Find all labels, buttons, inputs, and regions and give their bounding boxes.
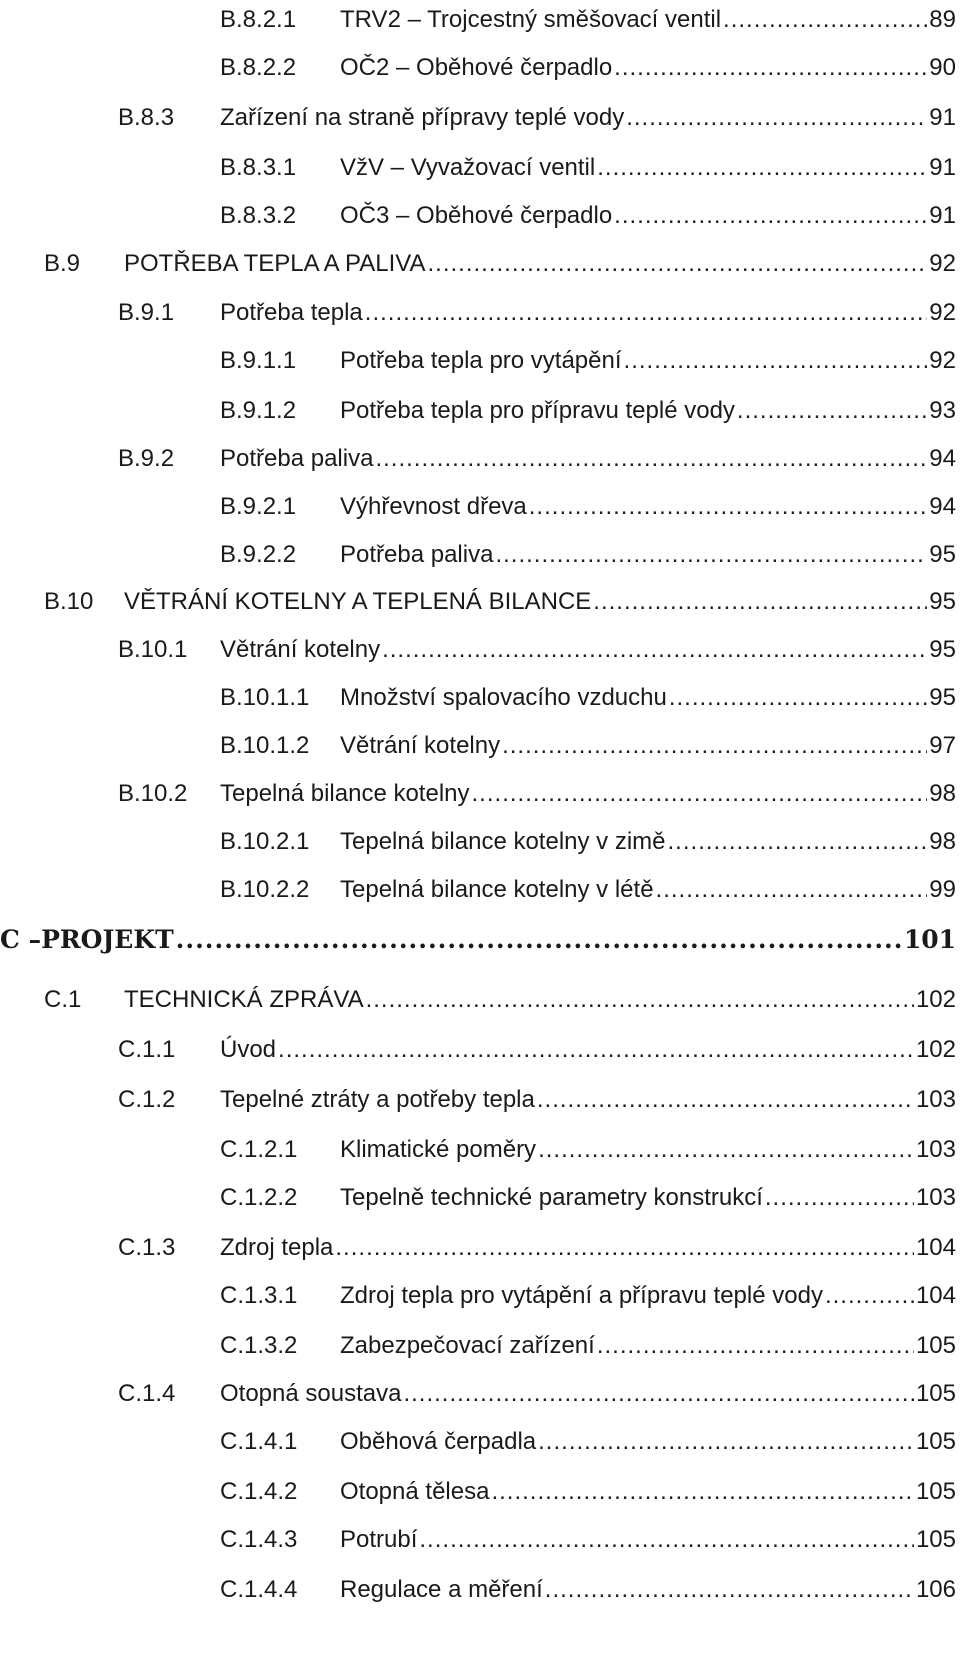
toc-entry-title: OČ3 – Oběhové čerpadlo (340, 202, 613, 229)
toc-entry-line (340, 1422, 956, 1462)
toc-entry-page-number: 99 (929, 876, 956, 903)
toc-entry-line (124, 244, 956, 284)
toc-entry-title: Oběhová čerpadla (340, 1428, 537, 1455)
toc-entry[interactable] (0, 630, 960, 670)
toc-entry-line (340, 48, 956, 88)
toc-entry-number: B.9.2.2 (220, 541, 297, 568)
toc-entry[interactable] (0, 391, 960, 431)
toc-entry[interactable] (0, 487, 960, 527)
toc-entry-number: C.1.4.4 (220, 1576, 298, 1603)
toc-entry[interactable] (0, 196, 960, 236)
toc-entry-title: TECHNICKÁ ZPRÁVA (124, 986, 364, 1013)
toc-entry[interactable] (0, 148, 960, 188)
toc-entry-number: C.1.4.3 (220, 1526, 298, 1553)
toc-entry-line (220, 774, 956, 814)
toc-entry-page-number: 105 (915, 1332, 956, 1359)
dot-leader (495, 535, 927, 575)
toc-entry-line (220, 1374, 956, 1414)
dot-leader (737, 391, 927, 431)
toc-entry-page-number: 97 (929, 732, 956, 759)
toc-entry-title: TRV2 – Trojcestný směšovací ventil (340, 6, 722, 33)
toc-entry-line (340, 1570, 956, 1610)
toc-entry-title: VžV – Vyvažovací ventil (340, 154, 596, 181)
toc-entry[interactable] (0, 582, 960, 622)
toc-entry[interactable] (0, 774, 960, 814)
toc-entry-number: B.9.2 (118, 445, 175, 472)
toc-entry-number: B.10.2.1 (220, 828, 310, 855)
toc-entry-page-number: 105 (915, 1526, 956, 1553)
toc-entry[interactable] (0, 678, 960, 718)
dot-leader (656, 870, 928, 910)
toc-entry-line (340, 1472, 956, 1512)
toc-entry-line (340, 535, 956, 575)
toc-entry-page-number: 102 (915, 1036, 956, 1063)
toc-entry-number: B.10.1.2 (220, 732, 310, 759)
toc-entry[interactable] (0, 1276, 960, 1316)
toc-entry-title: Regulace a měření (340, 1576, 543, 1603)
toc-entry[interactable] (0, 1520, 960, 1560)
toc-entry-page-number: 103 (915, 1086, 956, 1113)
dot-leader (502, 726, 927, 766)
toc-entry-page-number: 102 (915, 986, 956, 1013)
toc-entry[interactable] (0, 341, 960, 381)
dot-leader (537, 1080, 914, 1120)
dot-leader (529, 487, 928, 527)
dot-leader (593, 582, 927, 622)
toc-entry[interactable] (0, 1080, 960, 1120)
toc-entry-line (220, 98, 956, 138)
toc-entry-title: Úvod (220, 1036, 277, 1063)
toc-entry-number: B.10 (44, 588, 94, 615)
toc-entry-title: Potřeba paliva (220, 445, 374, 472)
toc-entry-page-number: 89 (929, 6, 956, 33)
toc-entry-title: Zařízení na straně přípravy teplé vody (220, 104, 625, 131)
toc-entry-page-number: 95 (929, 541, 956, 568)
dot-leader (614, 48, 927, 88)
toc-entry-title: Tepelná bilance kotelny (220, 780, 470, 807)
toc-entry[interactable] (0, 48, 960, 88)
toc-entry-number: B.10.1 (118, 636, 188, 663)
toc-entry[interactable] (0, 726, 960, 766)
toc-entry-number: C.1.2.1 (220, 1136, 298, 1163)
toc-entry-page-number: 104 (915, 1234, 956, 1261)
toc-entry-number: C.1.3.2 (220, 1332, 298, 1359)
toc-entry-number: B.8.3.1 (220, 154, 297, 181)
toc-entry-number: B.9.1.2 (220, 397, 297, 424)
dot-leader (626, 98, 927, 138)
toc-entry[interactable] (0, 1030, 960, 1070)
dot-leader (597, 148, 927, 188)
toc-entry[interactable] (0, 1228, 960, 1268)
dot-leader (472, 774, 928, 814)
toc-entry-line (220, 630, 956, 670)
toc-entry-number: B.8.3.2 (220, 202, 297, 229)
toc-entry-page-number: 101 (903, 925, 956, 954)
toc-entry-line (340, 1276, 956, 1316)
toc-entry-number: B.10.2.2 (220, 876, 310, 903)
toc-entry-title: Potrubí (340, 1526, 418, 1553)
toc-entry[interactable] (0, 244, 960, 284)
toc-entry[interactable] (0, 1326, 960, 1366)
toc-entry[interactable] (0, 822, 960, 862)
toc-entry-page-number: 104 (915, 1282, 956, 1309)
toc-entry-page-number: 95 (929, 684, 956, 711)
toc-entry-number: C.1.4.2 (220, 1478, 298, 1505)
toc-entry-title: Tepelná bilance kotelny v létě (340, 876, 654, 903)
toc-entry-number: C.1.1 (118, 1036, 176, 1063)
toc-entry[interactable] (0, 98, 960, 138)
toc-entry-line (340, 678, 956, 718)
toc-entry-title: Větrání kotelny (220, 636, 381, 663)
toc-entry-line (220, 1228, 956, 1268)
toc-entry-page-number: 90 (929, 54, 956, 81)
toc-entry-title: VĚTRÁNÍ KOTELNY A TEPLENÁ BILANCE (124, 588, 592, 615)
dot-leader (538, 1130, 914, 1170)
toc-entry-title: Otopná soustava (220, 1380, 402, 1407)
toc-entry[interactable] (0, 293, 960, 333)
toc-entry[interactable] (0, 980, 960, 1020)
toc-entry-page-number: 95 (929, 636, 956, 663)
toc-entry-title: Tepelně technické parametry konstrukcí (340, 1184, 763, 1211)
toc-entry[interactable] (0, 1178, 960, 1218)
dot-leader (278, 1030, 914, 1070)
dot-leader (597, 1326, 914, 1366)
toc-entry-title: Zdroj tepla (220, 1234, 334, 1261)
toc-entry-title: Potřeba tepla pro vytápění (340, 347, 622, 374)
toc-entry[interactable] (0, 1472, 960, 1512)
toc-entry-number: B.9.1 (118, 299, 175, 326)
toc-entry-number: C.1.2.2 (220, 1184, 298, 1211)
toc-entry-number: B.8.3 (118, 104, 175, 131)
toc-entry-page-number: 93 (929, 397, 956, 424)
toc-entry-number: B.9.1.1 (220, 347, 297, 374)
toc-entry-line (340, 148, 956, 188)
toc-entry-line (220, 1080, 956, 1120)
dot-leader (382, 630, 927, 670)
toc-entry-title: Množství spalovacího vzduchu (340, 684, 667, 711)
toc-entry-line (340, 341, 956, 381)
toc-entry-line (340, 870, 956, 910)
dot-leader (614, 196, 927, 236)
dot-leader (419, 1520, 914, 1560)
toc-entry-number: B.8.2.2 (220, 54, 297, 81)
toc-entry-title: Tepelné ztráty a potřeby tepla (220, 1086, 535, 1113)
toc-entry-line (340, 1326, 956, 1366)
toc-entry-number: B.9.2.1 (220, 493, 297, 520)
toc-entry[interactable] (0, 1570, 960, 1610)
dot-leader (403, 1374, 914, 1414)
dot-leader (624, 341, 928, 381)
toc-entry-title: Otopná tělesa (340, 1478, 490, 1505)
dot-leader (366, 980, 914, 1020)
dot-leader (428, 244, 928, 284)
toc-entry[interactable] (0, 0, 960, 40)
toc-entry-title: C –PROJEKT (0, 925, 174, 954)
dot-leader (545, 1570, 914, 1610)
toc-entry[interactable] (0, 535, 960, 575)
toc-entry-line (124, 582, 956, 622)
toc-entry-page-number: 98 (929, 828, 956, 855)
toc-entry-line (220, 293, 956, 333)
toc-entry-line (340, 726, 956, 766)
toc-entry-line (340, 1520, 956, 1560)
toc-entry-page-number: 103 (915, 1136, 956, 1163)
toc-entry-number: B.9 (44, 250, 81, 277)
toc-entry-title: Tepelná bilance kotelny v zimě (340, 828, 666, 855)
dot-leader (765, 1178, 914, 1218)
dot-leader (669, 678, 927, 718)
toc-entry-line (340, 196, 956, 236)
toc-entry-number: C.1.2 (118, 1086, 176, 1113)
dot-leader (723, 0, 927, 40)
toc-entry-title: OČ2 – Oběhové čerpadlo (340, 54, 613, 81)
dot-leader (825, 1276, 914, 1316)
toc-entry-title: Zabezpečovací zařízení (340, 1332, 595, 1359)
toc-entry-page-number: 91 (929, 154, 956, 181)
dot-leader (365, 293, 928, 333)
toc-entry-title: Potřeba paliva (340, 541, 494, 568)
toc-entry-number: B.10.2 (118, 780, 188, 807)
toc-entry-page-number: 92 (929, 299, 956, 326)
dot-leader (491, 1472, 914, 1512)
toc-entry-page-number: 94 (929, 493, 956, 520)
toc-entry-line (340, 391, 956, 431)
toc-entry-title: Klimatické poměry (340, 1136, 537, 1163)
toc-entry-page-number: 105 (915, 1380, 956, 1407)
toc-entry-line (340, 1178, 956, 1218)
toc-entry-line (124, 980, 956, 1020)
toc-entry[interactable] (0, 439, 960, 479)
toc-entry-page-number: 91 (929, 104, 956, 131)
toc-entry-page-number: 98 (929, 780, 956, 807)
toc-entry-number: C.1.4.1 (220, 1428, 298, 1455)
toc-entry[interactable] (0, 1422, 960, 1462)
toc-entry-title: Potřeba tepla pro přípravu teplé vody (340, 397, 735, 424)
dot-leader (335, 1228, 914, 1268)
toc-entry-number: C.1.3 (118, 1234, 176, 1261)
toc-entry-line (340, 0, 956, 40)
toc-entry-title: Větrání kotelny (340, 732, 501, 759)
toc-entry-page-number: 105 (915, 1478, 956, 1505)
toc-entry-page-number: 92 (929, 250, 956, 277)
toc-entry-page-number: 94 (929, 445, 956, 472)
toc-entry-title: Zdroj tepla pro vytápění a přípravu teplé vody (340, 1282, 823, 1309)
dot-leader (375, 439, 927, 479)
toc-entry-page-number: 95 (929, 588, 956, 615)
toc-entry-number: C.1 (44, 986, 82, 1013)
toc-entry[interactable] (0, 1130, 960, 1170)
toc-entry-line (220, 1030, 956, 1070)
toc-entry-number: B.8.2.1 (220, 6, 297, 33)
dot-leader (668, 822, 928, 862)
toc-entry-line (220, 439, 956, 479)
toc-entry-page-number: 106 (915, 1576, 956, 1603)
dot-leader (538, 1422, 914, 1462)
toc-entry[interactable] (0, 920, 960, 960)
toc-entry-line (0, 920, 956, 960)
toc-entry-page-number: 103 (915, 1184, 956, 1211)
toc-entry[interactable] (0, 1374, 960, 1414)
toc-entry-page-number: 105 (915, 1428, 956, 1455)
toc-entry-page-number: 92 (929, 347, 956, 374)
toc-entry-title: Potřeba tepla (220, 299, 363, 326)
toc-entry-number: B.10.1.1 (220, 684, 310, 711)
toc-entry-title: Výhřevnost dřeva (340, 493, 527, 520)
dot-leader (176, 920, 902, 960)
toc-entry-line (340, 487, 956, 527)
toc-entry[interactable] (0, 870, 960, 910)
toc-entry-line (340, 1130, 956, 1170)
toc-entry-page-number: 91 (929, 202, 956, 229)
toc-entry-number: C.1.4 (118, 1380, 176, 1407)
toc-entry-number: C.1.3.1 (220, 1282, 298, 1309)
toc-entry-title: POTŘEBA TEPLA A PALIVA (124, 250, 426, 277)
toc-entry-line (340, 822, 956, 862)
